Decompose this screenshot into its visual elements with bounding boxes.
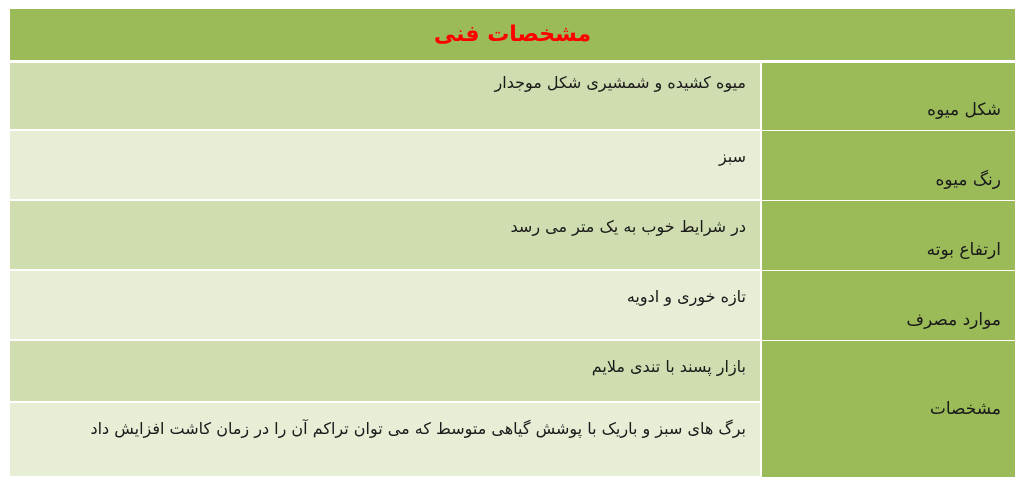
- row-value-features-market: بازار پسند با تندی ملایم: [10, 341, 760, 403]
- row-label-fruit-shape: شکل میوه: [760, 63, 1015, 131]
- row-label-usage: موارد مصرف: [760, 271, 1015, 341]
- table-body: [10, 63, 1015, 478]
- row-value-plant-height: در شرایط خوب به یک متر می رسد: [10, 201, 760, 271]
- table-title: مشخصات فنی: [433, 22, 592, 47]
- row-value-usage: تازه خوری و ادویه: [10, 271, 760, 341]
- row-value-fruit-color: سبز: [10, 131, 760, 201]
- row-value-fruit-shape: میوه کشیده و شمشیری شکل موجدار: [10, 63, 760, 131]
- row-label-features: مشخصات: [760, 341, 1015, 478]
- row-label-plant-height: ارتفاع بوته: [760, 201, 1015, 271]
- table-title-bar: [10, 9, 1015, 63]
- row-value-features-leaves: برگ های سبز و باریک با پوشش گیاهی متوسط که می توان تراکم آن را در زمان کاشت افزایش داد: [10, 403, 760, 478]
- row-label-fruit-color: رنگ میوه: [760, 131, 1015, 201]
- spec-table: [10, 9, 1015, 478]
